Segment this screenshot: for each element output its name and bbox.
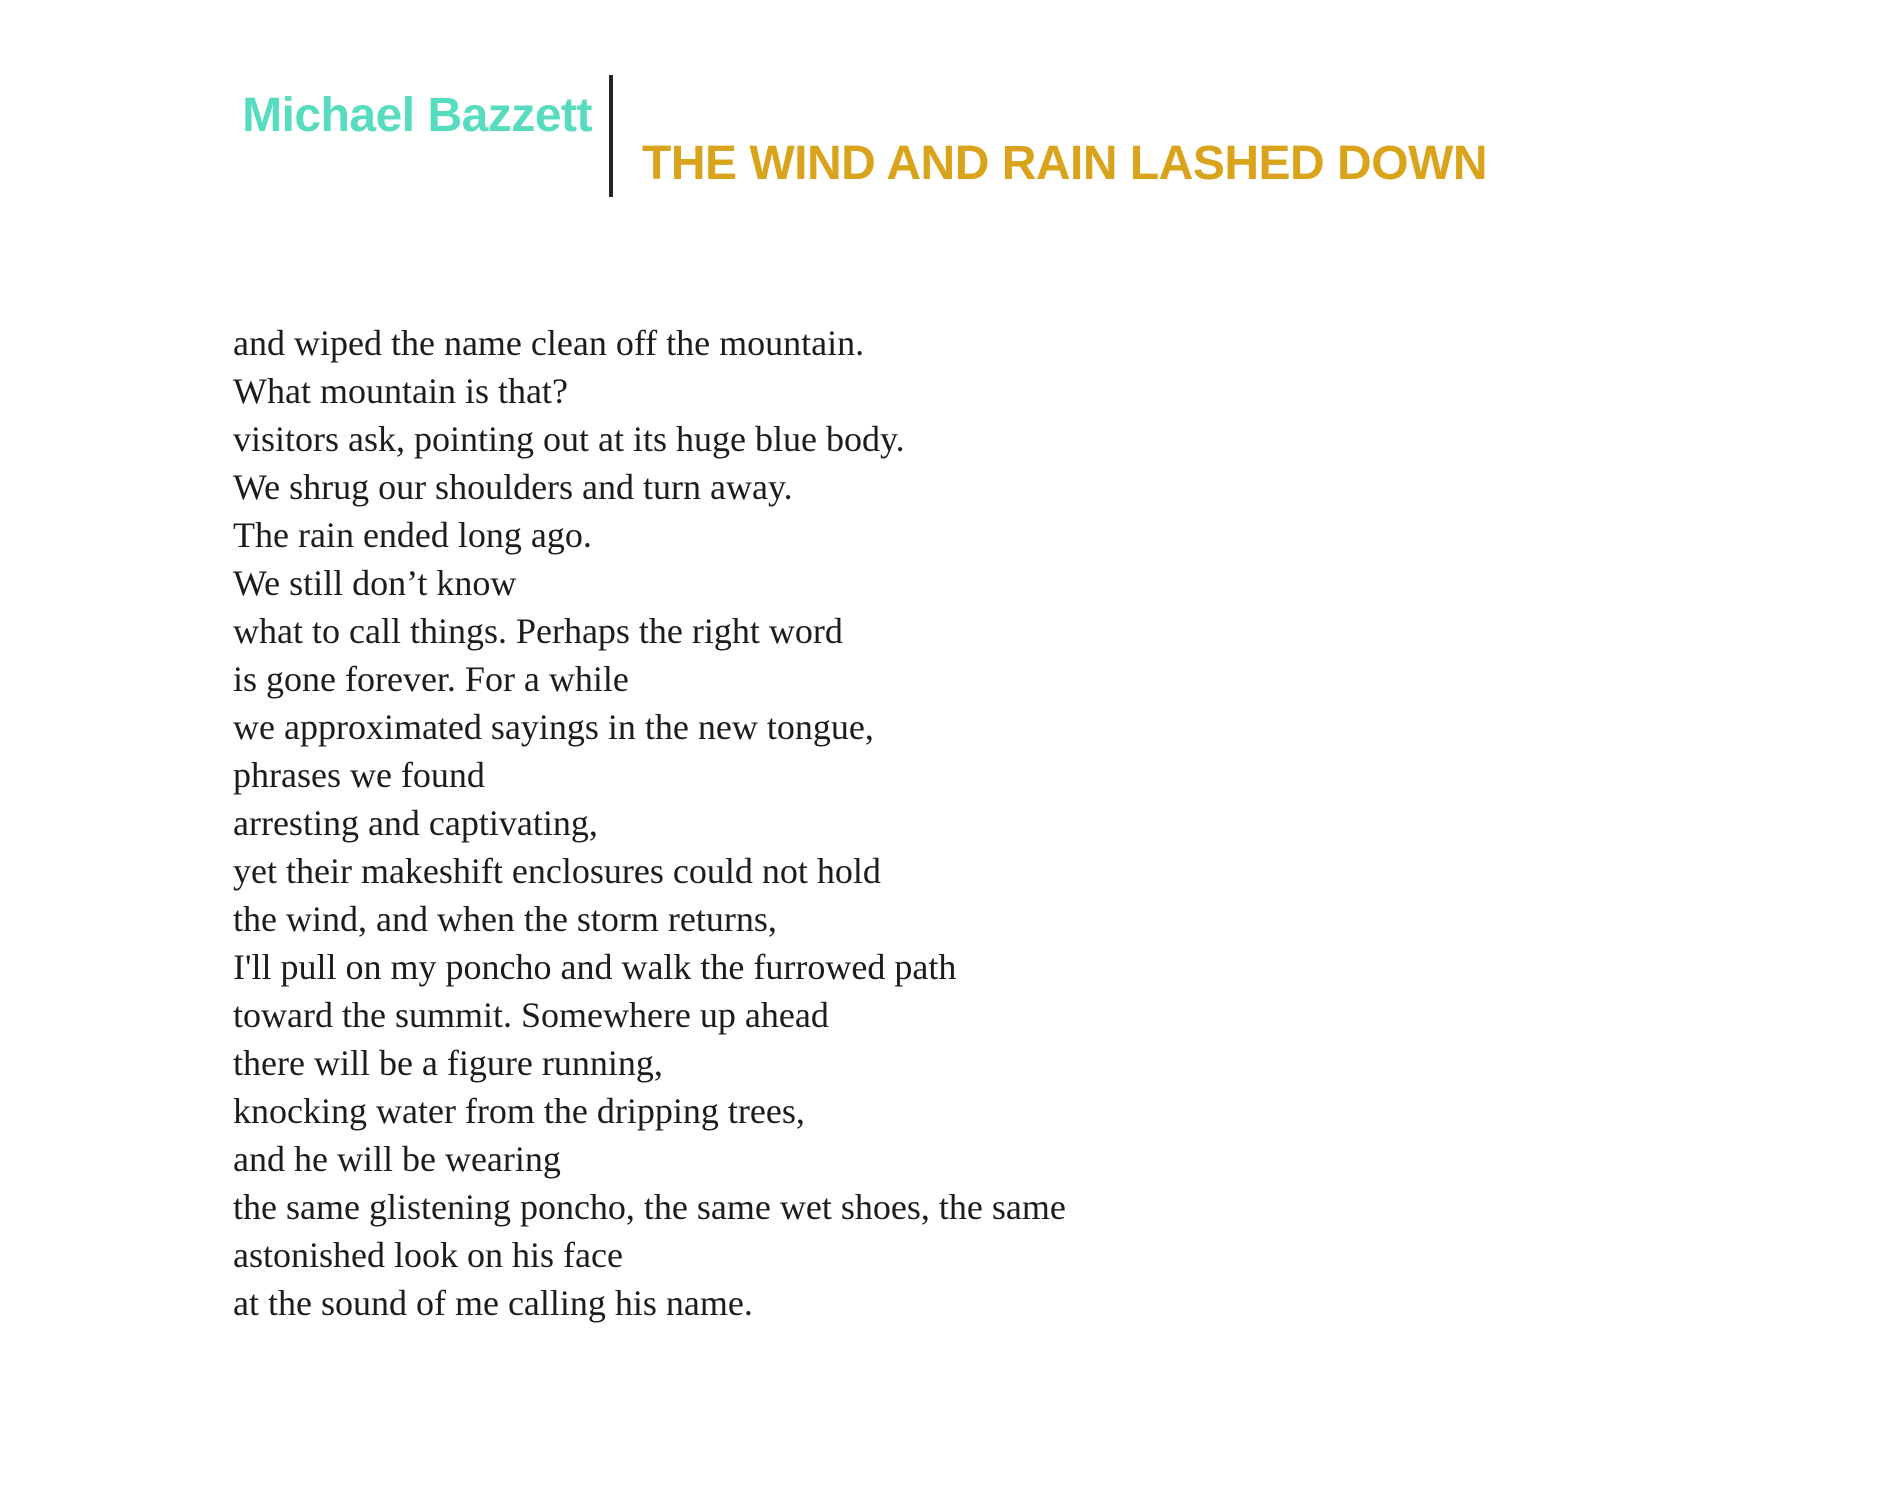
author-name: Michael Bazzett	[242, 89, 592, 142]
poem-body	[233, 319, 1433, 1327]
poem-line: toward the summit. Somewhere up ahead	[233, 995, 829, 1035]
poem-line: at the sound of me calling his name.	[233, 1283, 753, 1323]
poem-line: and wiped the name clean off the mountain.	[233, 323, 865, 363]
poem-line: knocking water from the dripping trees,	[233, 1091, 805, 1131]
poem-line: phrases we found	[233, 755, 485, 795]
poem-line: visitors ask, pointing out at its huge blue body.	[233, 419, 905, 459]
poem-title: THE WIND AND RAIN LASHED DOWN	[642, 137, 1487, 190]
vertical-divider	[609, 75, 613, 197]
poem-line: the wind, and when the storm returns,	[233, 899, 777, 939]
poem-line: yet their makeshift enclosures could not hold	[233, 851, 881, 891]
poem-line: We shrug our shoulders and turn away.	[233, 467, 793, 507]
poem-line: We still don’t know	[233, 563, 517, 603]
poem-line: we approximated sayings in the new tongue,	[233, 707, 874, 747]
poem-line: arresting and captivating,	[233, 803, 598, 843]
poem-line: there will be a figure running,	[233, 1043, 663, 1083]
poem-line: astonished look on his face	[233, 1235, 623, 1275]
poem-line: What mountain is that?	[233, 371, 568, 411]
poem-line: The rain ended long ago.	[233, 515, 592, 555]
poem-line: and he will be wearing	[233, 1139, 561, 1179]
poem-line: is gone forever. For a while	[233, 659, 629, 699]
poem-line: I'll pull on my poncho and walk the furrowed path	[233, 947, 957, 987]
masthead	[0, 0, 1888, 230]
poem-line: what to call things. Perhaps the right word	[233, 611, 843, 651]
poem-line: the same glistening poncho, the same wet shoes, the same	[233, 1187, 1066, 1227]
